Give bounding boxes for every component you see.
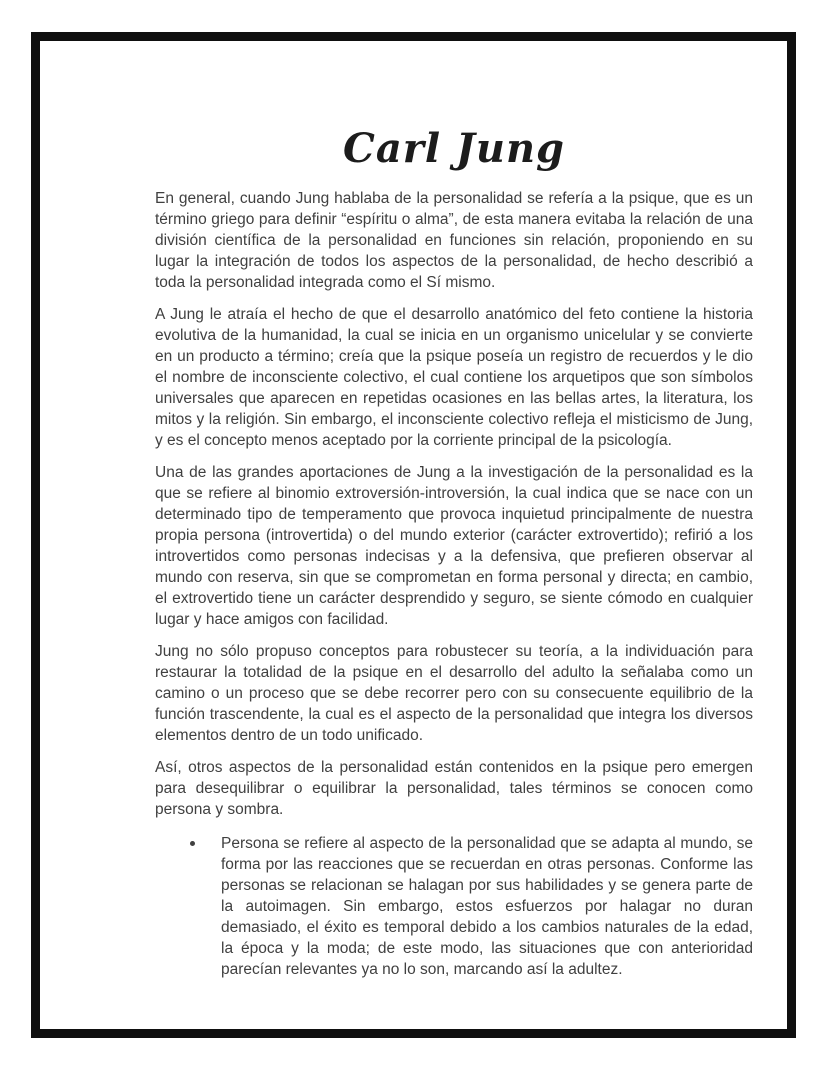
paragraph-4: Jung no sólo propuso conceptos para robustecer su teoría, a la individuación para restaurar la totalidad de la psique en el desarrollo del adulto la señalaba como un camino o un proceso que se debe recorrer pero con su consecuente equilibrio de la función trascendente, la cual es el aspecto de la personalidad que integra los diversos elementos dentro de un todo unificado.	[155, 643, 753, 744]
list-item-text: Persona se refiere al aspecto de la personalidad que se adapta al mundo, se forma por las reacciones que se recuerdan en otras personas. Conforme las personas se relacionan se halagan por sus habilidades y se genera parte de la autoimagen. Sin embargo, estos esfuerzos por halagar no duran demasiado, el éxito es temporal debido a los cambios naturales de la edad, la época y la moda; de este modo, las situaciones que con anterioridad parecían relevantes ya no lo son, marcando así la adultez.	[221, 835, 753, 978]
paragraph-5: Así, otros aspectos de la personalidad están contenidos en la psique pero emergen para desequilibrar o equilibrar la personalidad, tales términos se conocen como persona y sombra.	[155, 759, 753, 818]
paragraph-2: A Jung le atraía el hecho de que el desarrollo anatómico del feto contiene la historia evolutiva de la humanidad, la cual se inicia en un organismo unicelular y se convierte en un producto a término; creía que la psique poseía un registro de recuerdos y le dio el nombre de inconsciente colectivo, el cual contiene los arquetipos que son símbolos universales que aparecen en repetidas ocasiones en las bellas artes, la literatura, los mitos y la religión. Sin embargo, el inconsciente colectivo refleja el misticismo de Jung, y es el concepto menos aceptado por la corriente principal de la psicología.	[155, 306, 753, 449]
bullet-list	[155, 833, 753, 980]
bullet-icon	[190, 841, 195, 846]
page-border-frame	[31, 32, 796, 1038]
paragraph-3: Una de las grandes aportaciones de Jung a la investigación de la personalidad es la que se refiere al binomio extroversión-introversión, la cual indica que se nace con un determinado tipo de temperamento que provoca inquietud principalmente de nuestra propia persona (introvertida) o del mundo exterior (carácter extrovertido); refirió a los introvertidos como personas indecisas y a la defensiva, que prefieren observar al mundo con reserva, sin que se comprometan en forma personal y directa; en cambio, el extrovertido tiene un carácter desprendido y seguro, se siente cómodo en cualquier lugar y hace amigos con facilidad.	[155, 464, 753, 628]
page-content	[155, 125, 753, 980]
page-title: Carl Jung	[342, 125, 565, 172]
paragraph-1: En general, cuando Jung hablaba de la personalidad se refería a la psique, que es un término griego para definir “espíritu o alma”, de esta manera evitaba la relación de una división científica de la personalidad en funciones sin relación, proponiendo en su lugar la integración de todos los aspectos de la personalidad, de hecho describió a toda la personalidad integrada como el Sí mismo.	[155, 190, 753, 291]
list-item	[155, 833, 753, 980]
